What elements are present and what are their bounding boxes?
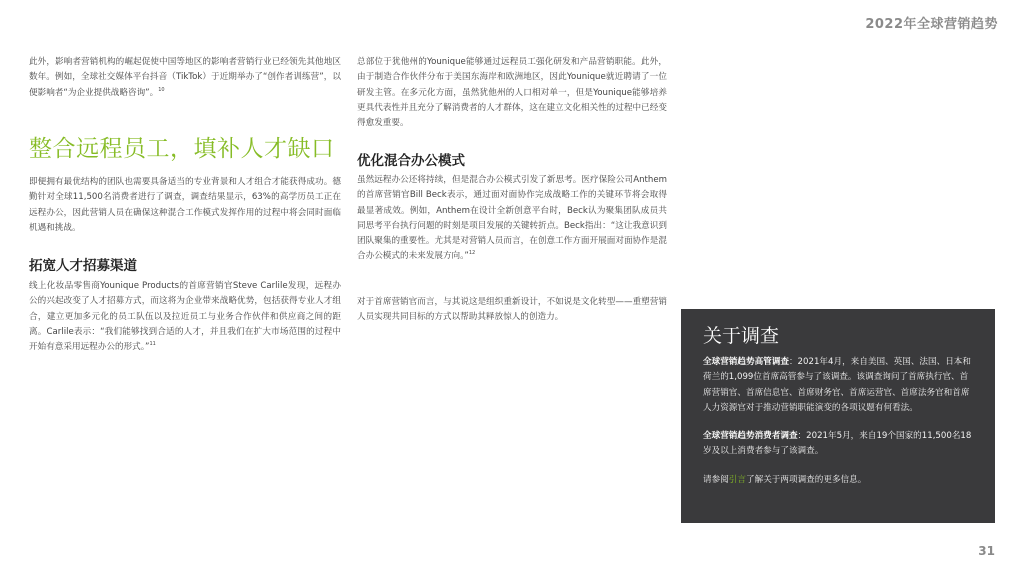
younique-paragraph-text: 线上化妆品零售商Younique Products的首席营销官Steve Carlile发现，远程办公的兴起改变了人才招募方式，而这将为企业带来战略优势，包括获得专业人才组合，建立更加多元化的员工队伍以及拉近员工与业务合作伙伴和供应商之间的距离。Carlile表示：“我们能够找到合适的人才，并且我们在扩大市场范围的过程中开始有意采用远程办公的形式。” <box>29 281 341 353</box>
intro-paragraph-text: 此外，影响者营销机构的崛起促使中国等地区的影响者营销行业已经领先其他地区数年。例如，全球社交媒体平台抖音（TikTok）于近期举办了“创作者训练营”，以便影响者“为企业提供战略咨询”。 <box>29 57 341 98</box>
younique-continued-paragraph: 总部位于犹他州的Younique能够通过远程员工强化研发和产品营销职能。此外，由于制造合作伙伴分布于美国东海岸和欧洲地区，因此Younique就近聘请了一位研发主管。在多元化方面，虽然犹他州的人口相对单一，但是Younique能够培养更具代表性并且充分了解消费者的人才群体，这在建立文化相关性的过程中已经变得愈发重要。 <box>357 57 667 129</box>
survey-reference-paragraph <box>703 473 973 488</box>
exec-survey-label: 全球营销趋势高管调查 <box>703 357 789 367</box>
subheading-talent-recruitment: 拓宽人才招募渠道 <box>29 258 137 274</box>
consumer-survey-label: 全球营销趋势消费者调查 <box>703 431 798 442</box>
survey-reference-prefix: 请参阅 <box>703 474 729 485</box>
consumer-survey-text: ：2021年5月，来自19个国家的11,500名18岁及以上消费者参与了该调查。 <box>703 431 972 457</box>
intro-paragraph <box>29 55 341 101</box>
about-survey-box <box>681 309 995 523</box>
report-header-title: 2022年全球营销趋势 <box>865 17 998 32</box>
introduction-link[interactable]: 引言 <box>728 474 746 485</box>
younique-paragraph <box>29 279 341 355</box>
anthem-paragraph-text: 虽然远程办公还将持续，但是混合办公模式引发了新思考。医疗保险公司Anthem的首席营销官Bill Beck表示，通过面对面协作完成战略工作的关键环节将会取得最显著成效。例如，Anthem在设计全新创意平台时，Beck认为聚集团队成员共同思考平台执行问题的时刻是项目发展的关键转折点。Beck指出：“这让我意识到团队聚集的重要性。尤其是对营销人员而言，在创意工作方面开展面对面协作是混合办公模式的未来发展方向。” <box>357 175 667 262</box>
section-heading-remote-workforce: 整合远程员工，填补人才缺口 <box>29 136 335 162</box>
survey-reference-suffix: 了解关于两项调查的更多信息。 <box>746 474 867 485</box>
anthem-paragraph <box>357 173 667 265</box>
exec-survey-paragraph <box>703 355 973 416</box>
footnote-ref-11[interactable]: 11 <box>149 341 156 348</box>
page-number: 31 <box>978 544 995 558</box>
subheading-hybrid-work: 优化混合办公模式 <box>357 153 465 169</box>
remote-workforce-paragraph: 即便拥有最优结构的团队也需要具备适当的专业背景和人才组合才能获得成功。德勤针对全球11,500名消费者进行了调查，调查结果显示，63%的高学历员工正在远程办公，因此营销人员在确保这种混合工作模式发挥作用的过程中将会同时面临机遇和挑战。 <box>29 177 341 233</box>
cmo-culture-paragraph: 对于首席营销官而言，与其说这是组织重新设计，不如说是文化转型——重塑营销人员实现共同目标的方式以帮助其释放惊人的创造力。 <box>357 297 667 323</box>
footnote-ref-12[interactable]: 12 <box>468 250 476 257</box>
about-survey-title: 关于调查 <box>703 325 780 347</box>
exec-survey-text: ：2021年4月，来自美国、英国、法国、日本和荷兰的1,099位首席高管参与了该调查。该调查询问了首席执行官、首席营销官、首席信息官、首席财务官、首席运营官、首席法务官和首席人力资源官对于推动营销职能演变的各项议题有何看法。 <box>703 357 971 413</box>
consumer-survey-paragraph <box>703 429 973 460</box>
footnote-ref-10[interactable]: 10 <box>158 86 165 93</box>
